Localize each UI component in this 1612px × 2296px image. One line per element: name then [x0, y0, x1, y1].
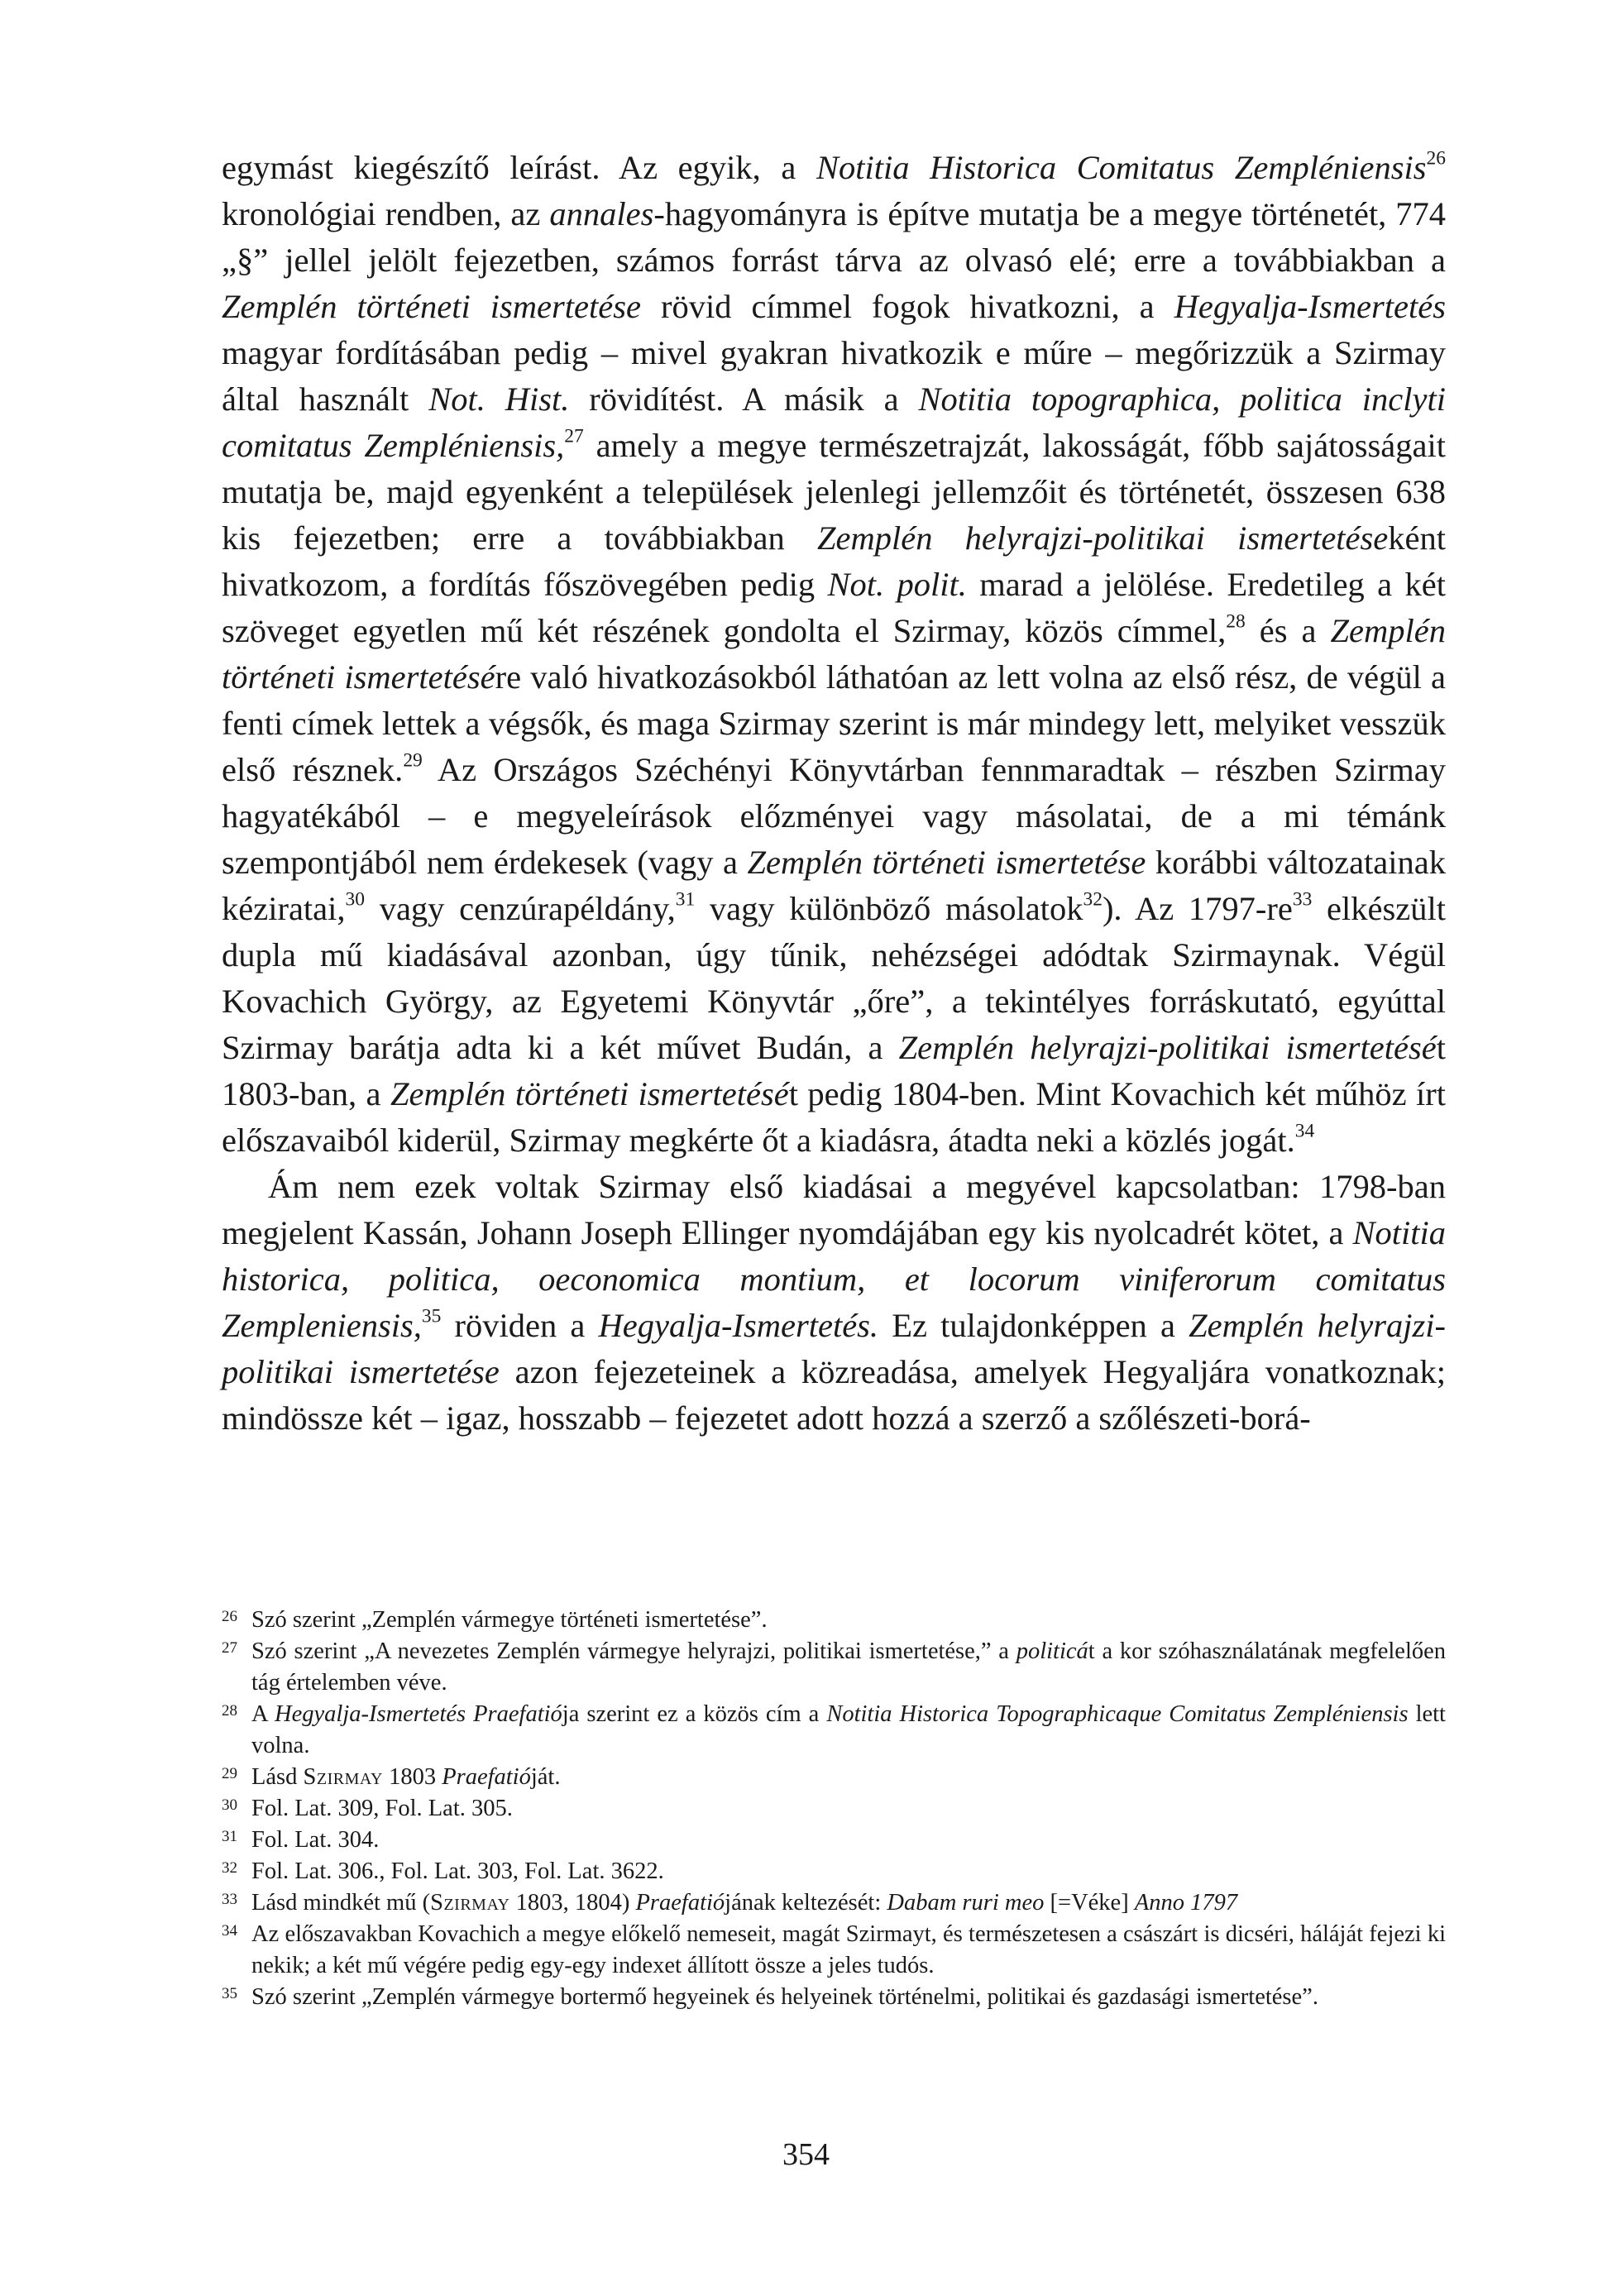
footnote-italic: politicá [1016, 1638, 1088, 1664]
footnote-text: 1803 [382, 1764, 442, 1790]
main-text [222, 145, 1446, 1442]
footnote-number: 30 [222, 1796, 237, 1814]
footnote-number: 29 [222, 1765, 237, 1782]
page-number: 354 [782, 2137, 830, 2172]
title-zemplen-torteneti: Zemplén történeti ismertetésé [222, 612, 1446, 696]
footnote-italic: Anno 1797 [1134, 1890, 1238, 1916]
footnote-35 [222, 1982, 1446, 2013]
footnote-text: Fol. Lat. 306., Fol. Lat. 303, Fol. Lat. 3622. [251, 1858, 664, 1884]
footnote-ref-29[interactable]: 29 [403, 749, 423, 772]
page-body [222, 145, 1446, 1442]
footnote-ref-28[interactable]: 28 [1226, 610, 1246, 633]
footnote-ref-27[interactable]: 27 [564, 425, 584, 447]
footnote-text: [=Véke] [1044, 1890, 1135, 1916]
footnote-italic: Hegyalja-Ismertetés Praefatió [275, 1701, 562, 1727]
footnote-number: 35 [222, 1985, 237, 2002]
title-zemplen-helyrajzi: Zemplén helyrajzi-politikai ismertetése [816, 519, 1389, 557]
text-run: re való hivatkozásokból láthatóan az lett volna az első rész, de végül a fenti címek lettek a végsők, és maga Szirmay szerint is már mindegy lett, melyiket vesszük első résznek. [222, 658, 1446, 788]
text-run: azon fejezeteinek a közreadása, amelyek Hegyaljára vonatkoznak; mindössze két – igaz, hosszabb – fejezetet adott hozzá a szerző a szőlészeti-borá- [222, 1353, 1446, 1437]
footnote-28 [222, 1699, 1446, 1762]
footnote-text: A [251, 1701, 275, 1727]
text-run: korábbi változatainak kéziratai, [222, 844, 1447, 927]
footnote-30 [222, 1793, 1446, 1825]
footnote-32 [222, 1856, 1446, 1887]
footnote-ref-32[interactable]: 32 [1083, 888, 1103, 911]
text-run: ). Az 1797-re [1102, 890, 1293, 927]
title-notitia-historica: Notitia Historica Comitatus Zempléniensis [816, 149, 1427, 186]
footnote-text: Az előszavakban Kovachich a megye előkelő nemeseit, magát Szirmayt, és természetesen a császárt is dicséri, háláját fejezi ki nekik; a két mű végére pedig egy-egy indexet állított össze a jeles tudós. [251, 1921, 1446, 1978]
footnote-italic: Praefatió [442, 1764, 531, 1790]
footnote-text: Fol. Lat. 304. [251, 1827, 380, 1853]
footnote-number: 34 [222, 1922, 237, 1940]
footnote-34 [222, 1919, 1446, 1982]
footnote-italic: Notitia Historica Topographicaque Comitatus Zempléniensis [826, 1701, 1409, 1727]
text-run: magyar fordításában pedig – mivel gyakran hivatkozik e műre – megőrizzük a Szirmay által használt [222, 334, 1446, 418]
footnote-italic: Praefatió [635, 1890, 725, 1916]
italic-annales: annales [549, 195, 654, 232]
footnote-text: Szó szerint „A nevezetes Zemplén vármegye helyrajzi, politikai ismertetése,” a [251, 1638, 1016, 1664]
title-zemplen-torteneti: Zemplén történeti ismertetése [747, 844, 1146, 881]
text-run: röviden a [441, 1307, 599, 1344]
text-run: egymást kiegészítő leírást. Az egyik, a [222, 149, 816, 186]
text-run: Ám nem ezek voltak Szirmay első kiadásai a megyével kapcsolatban: 1798-ban megjelent Kassán, Johann Joseph Ellinger nyomdájában egy kis nyolcadrét kötet, a [222, 1168, 1446, 1251]
footnote-text: Szó szerint „Zemplén vármegye bortermő hegyeinek és helyeinek történelmi, politikai és gazdasági ismertetése”. [251, 1984, 1318, 2010]
text-run: vagy különböző másolatok [695, 890, 1083, 927]
paragraph-2 [222, 1164, 1446, 1442]
title-hegyalja: Hegyalja-Ismertetés [1174, 288, 1447, 325]
paragraph-1 [222, 145, 1446, 1164]
footnote-text: Fol. Lat. 309, Fol. Lat. 305. [251, 1796, 513, 1821]
footnote-text: Szó szerint „Zemplén vármegye történeti ismertetése”. [251, 1607, 768, 1633]
footnote-text: Lásd mindkét mű ( [251, 1890, 431, 1916]
text-run: kronológiai rendben, az [222, 195, 550, 232]
text-run: t pedig 1804-ben. Mint Kovachich két műhöz írt előszavaiból kiderül, Szirmay megkérte őt a kiadásra, átadta neki a közlés jogát. [222, 1075, 1446, 1159]
title-zemplen-helyrajzi: Zemplén helyrajzi-politikai ismertetése [222, 1307, 1446, 1390]
text-run: vagy cenzúrapéldány, [365, 890, 676, 927]
footnote-number: 32 [222, 1859, 237, 1877]
footnotes [222, 1605, 1446, 2013]
abbrev-not-hist: Not. Hist. [428, 380, 570, 418]
footnote-text: 1803, 1804) [509, 1890, 636, 1916]
footnote-text: ja szerint ez a közös cím a [562, 1701, 827, 1727]
text-run: rövid címmel fogok hivatkozni, a [640, 288, 1174, 325]
footnote-ref-31[interactable]: 31 [675, 888, 696, 911]
text-run: Az Országos Széchényi Könyvtárban fennmaradtak – részben Szirmay hagyatékából – e megyeleírások előzményei vagy másolatai, de a mi témánk szempontjából nem érdekesek (vagy a [222, 751, 1446, 881]
footnote-text: t a kor szóhasználatának megfelelően tág értelemben véve. [251, 1638, 1447, 1696]
text-run: Ez tulajdonképpen a [878, 1307, 1189, 1344]
footnote-ref-33[interactable]: 33 [1292, 888, 1313, 911]
footnote-ref-30[interactable]: 30 [345, 888, 366, 911]
footnote-text: ját. [530, 1764, 561, 1790]
abbrev-not-polit: Not. polit. [827, 566, 967, 603]
author-name: Szirmay [303, 1764, 383, 1790]
footnote-text: Lásd [251, 1764, 304, 1790]
footnote-29 [222, 1762, 1446, 1793]
footnote-31 [222, 1825, 1446, 1856]
footnote-text: lett volna. [251, 1701, 1446, 1758]
footnote-ref-26[interactable]: 26 [1426, 147, 1447, 170]
text-run: ként hivatkozom, a fordítás főszövegében pedig [222, 519, 1446, 603]
title-zemplen-helyrajzi: Zemplén helyrajzi-politikai ismertetésé [898, 1029, 1437, 1066]
text-run: elkészült dupla mű kiadásával azonban, úgy tűnik, nehézségei adódtak Szirmaynak. Végül Kovachich György, az Egyetemi Könyvtár „őre”, a tekintélyes forráskutató, egyúttal Szirmay barátja adta ki a két művet Budán, a [222, 890, 1446, 1066]
author-name: Szirmay [430, 1890, 510, 1916]
text-run: amely a megye természetrajzát, lakosságát, főbb sajátosságait mutatja be, majd egyenként a települések jelenlegi jellemzőit és történetét, összesen 638 kis fejezetben; erre a továbbiakban [222, 427, 1446, 557]
footnote-number: 27 [222, 1639, 237, 1657]
footnote-26 [222, 1605, 1446, 1636]
footnote-number: 31 [222, 1828, 237, 1845]
title-notitia-topographica: Notitia topographica, politica inclyti comitatus Zempléniensis, [222, 380, 1447, 464]
text-run: marad a jelölése. Eredetileg a két szöveget egyetlen mű két részének gondolta el Szirmay, közös címmel, [222, 566, 1446, 649]
footnote-ref-34[interactable]: 34 [1294, 1120, 1315, 1142]
title-notitia-montium: Notitia historica, politica, oeconomica montium, et locorum viniferorum comitatus Zempleniensis, [222, 1214, 1446, 1344]
footnote-italic: Dabam ruri meo [887, 1890, 1045, 1916]
title-hegyalja: Hegyalja-Ismertetés. [598, 1307, 879, 1344]
footnote-number: 28 [222, 1702, 237, 1720]
title-zemplen-torteneti: Zemplén történeti ismertetése [222, 288, 641, 325]
text-run: rövidítést. A másik a [569, 380, 919, 418]
footnote-27 [222, 1636, 1446, 1699]
text-run: -hagyományra is építve mutatja be a megye történetét, 774 „§” jellel jelölt fejezetben, számos forrást tárva az olvasó elé; erre a továbbiakban a [222, 195, 1447, 279]
title-zemplen-torteneti: Zemplén történeti ismertetésé [390, 1075, 789, 1112]
footnote-number: 33 [222, 1891, 237, 1908]
text-run: és a [1245, 612, 1331, 649]
footnote-number: 26 [222, 1608, 237, 1625]
text-run: t 1803-ban, a [222, 1029, 1447, 1112]
footnote-ref-35[interactable]: 35 [421, 1305, 442, 1327]
footnote-text: jának keltezését: [725, 1890, 887, 1916]
footnote-33 [222, 1887, 1446, 1919]
